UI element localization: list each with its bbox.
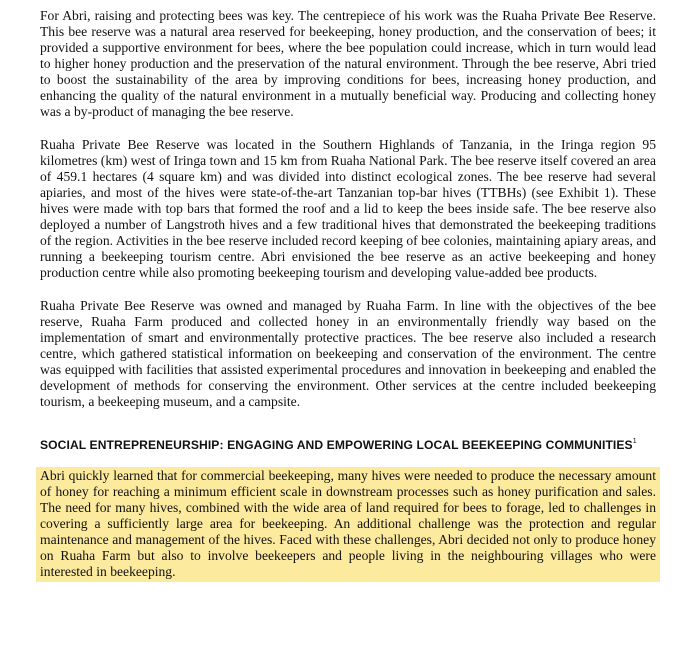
section-heading	[40, 434, 656, 453]
paragraph-bee-reserve-intro: For Abri, raising and protecting bees was key. The centrepiece of his work was the Ruaha Private Bee Reserve. This bee reserve was a natural area reserved for beekeeping, honey production, and the conservation of bees; it provided a supportive environment for bees, where the bee population could increase, which in turn would lead to higher honey production and the preservation of the natural environment. Through the bee reserve, Abri tried to boost the sustainability of the area by improving conditions for bees, increasing honey production, and enhancing the quality of the natural environment in a mutually beneficial way. Producing and collecting honey was a by-product of managing the bee reserve.	[40, 8, 656, 119]
footnote-marker: 1	[632, 438, 637, 445]
paragraph-reserve-location: Ruaha Private Bee Reserve was located in the Southern Highlands of Tanzania, in the Iringa region 95 kilometres (km) west of Iringa town and 15 km from Ruaha National Park. The bee reserve itself covered an area of 459.1 hectares (4 square km) and was divided into distinct ecological zones. The bee reserve had several apiaries, and most of the hives were state-of-the-art Tanzanian top-bar hives (TTBHs) (see Exhibit 1). These hives were made with top bars that formed the roof and a lid to keep the bees inside safe. The bee reserve also deployed a number of Langstroth hives and a few traditional hives that demonstrated the beekeeping traditions of the region. Activities in the bee reserve included record keeping of bee colonies, maintaining apiary areas, and running a beekeeping tourism centre. Abri envisioned the bee reserve as an active beekeeping and honey production centre while also promoting beekeeping tourism and developing value-added bee products.	[40, 137, 656, 280]
document-page	[40, 8, 656, 582]
paragraph-ruaha-farm: Ruaha Private Bee Reserve was owned and managed by Ruaha Farm. In line with the objectives of the bee reserve, Ruaha Farm produced and collected honey in an environmentally friendly way based on the implementation of smart and environmentally protective practices. The bee reserve also included a research centre, which gathered statistical information on beekeeping and conservation of the environment. The centre was equipped with facilities that assisted experimental procedures and innovation in beekeeping and enabled the development of methods for conserving the environment. Other services at the centre included beekeeping tourism, a beekeeping museum, and a campsite.	[40, 298, 656, 409]
section-heading-text: SOCIAL ENTREPRENEURSHIP: ENGAGING AND EMPOWERING LOCAL BEEKEEPING COMMUNITIES	[40, 438, 633, 452]
highlighted-paragraph: Abri quickly learned that for commercial beekeeping, many hives were needed to produce the necessary amount of honey for reaching a minimum efficient scale in downstream processes such as honey purification and sales. The need for many hives, combined with the wide area of land required for bees to forage, led to challenges in covering a sufficiently large area for beekeeping. An additional challenge was the protection and regular maintenance and management of the hives. Faced with these challenges, Abri decided not only to produce honey on Ruaha Farm but also to involve beekeepers and people living in the neighbouring villages who were interested in beekeeping.	[36, 467, 660, 582]
